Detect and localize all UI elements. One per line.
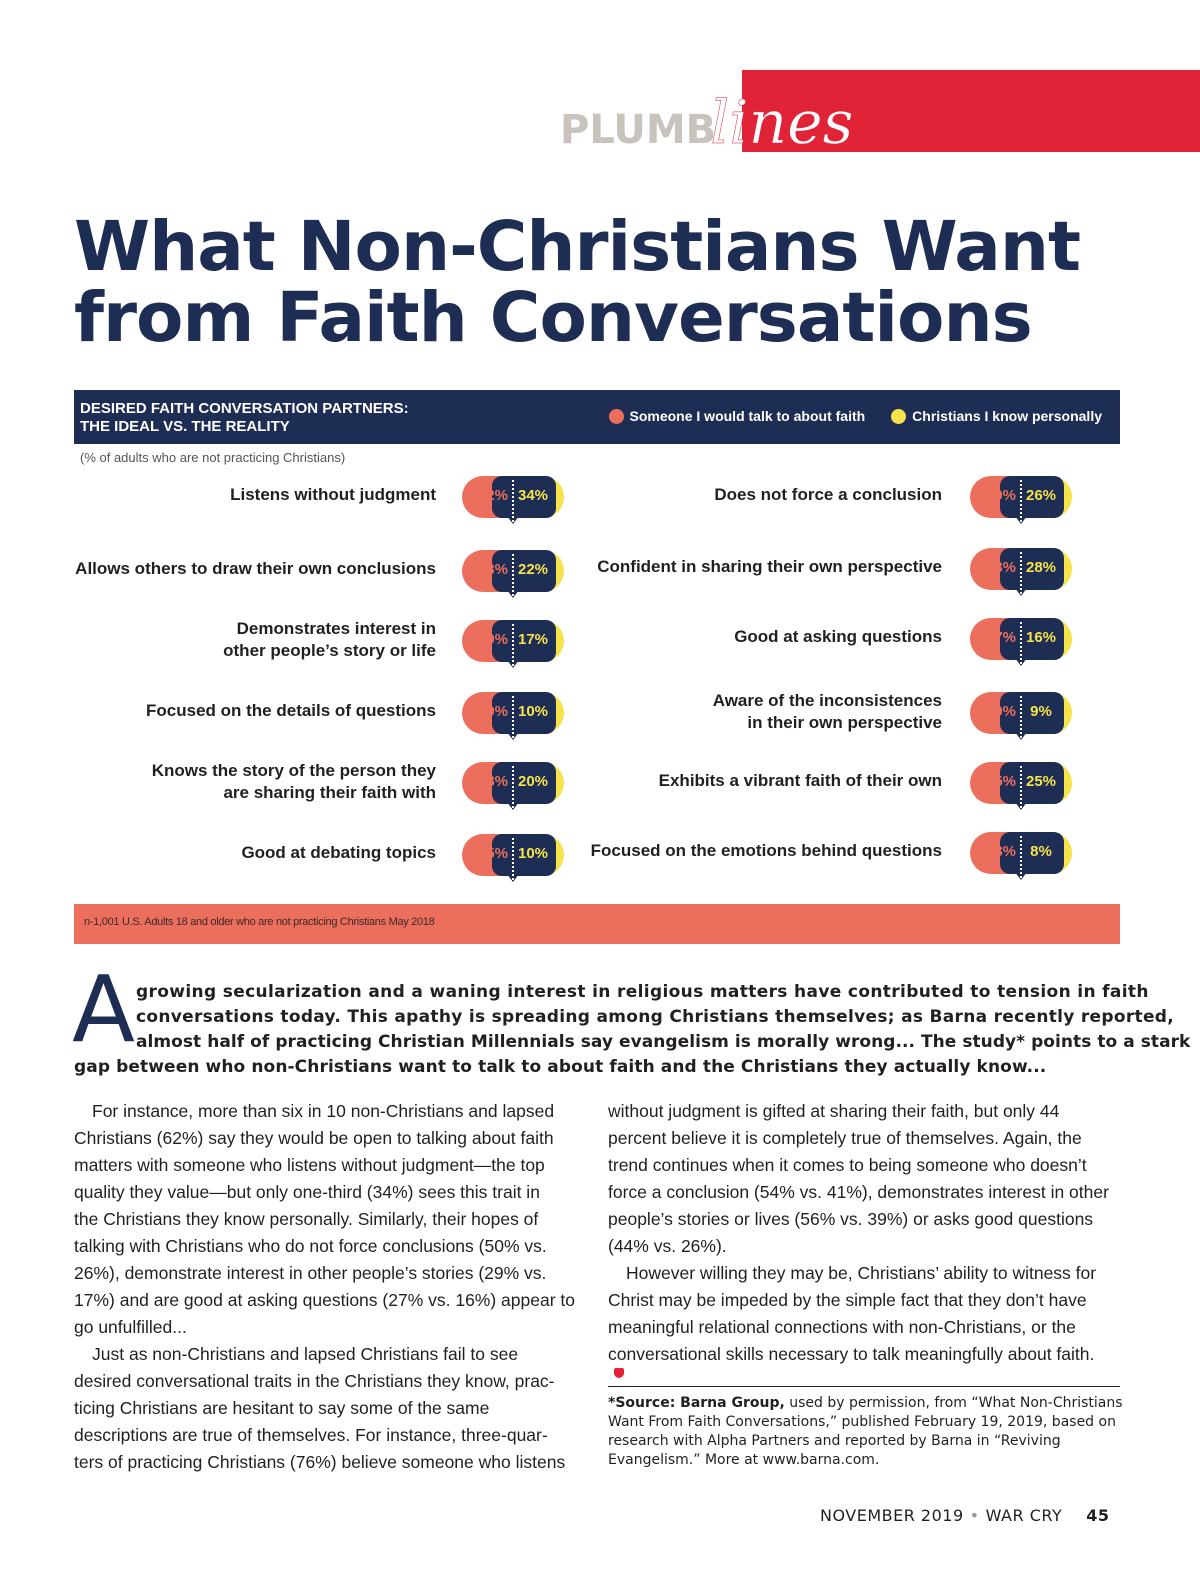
reality-value-label: 26%	[1025, 487, 1057, 504]
body-column-2	[608, 1098, 1109, 1378]
comparison-pill	[970, 548, 1072, 590]
row-label-line: Good at debating topics	[241, 843, 436, 862]
body-text-line: Just as non-Christians and lapsed Christians fail to see	[92, 1344, 519, 1364]
chart-row-label	[734, 626, 942, 648]
row-label-line: Demonstrates interest in	[236, 619, 436, 638]
row-label-line: Allows others to draw their own conclusions	[75, 559, 436, 578]
row-label-line: are sharing their faith with	[223, 783, 436, 802]
page-number: 45	[1086, 1506, 1110, 1525]
body-text-line: without judgment is gifted at sharing their faith, but only 44	[608, 1101, 1060, 1121]
ideal-value-label: 15%	[985, 773, 1017, 790]
body-text-line: the Christians they know personally. Similarly, their hopes of	[74, 1209, 539, 1229]
row-label-line: other people’s story or life	[223, 641, 436, 660]
title-line-1: What Non-Christians Want	[74, 207, 1080, 287]
chart-source-bar	[74, 904, 1120, 944]
chart-row-label	[75, 558, 436, 580]
comparison-pill	[462, 476, 564, 518]
intro-line-1: growing secularization and a waning interest in religious matters have contributed to tension in faith	[136, 982, 1149, 1002]
chart-legend	[583, 408, 1103, 424]
row-label-line: Good at asking questions	[734, 627, 942, 646]
footer-separator: •	[969, 1506, 980, 1525]
ideal-value-label: 29%	[477, 631, 509, 648]
reality-value-label: 20%	[517, 773, 549, 790]
page-footer	[820, 1506, 1110, 1525]
chart-row-label	[223, 618, 436, 662]
source-line-4: Evangelism.” More at www.barna.com.	[608, 1452, 880, 1468]
comparison-pill	[462, 762, 564, 804]
chart-row-label	[241, 842, 436, 864]
source-bold: *Source: Barna Group,	[608, 1395, 785, 1411]
body-text-line-last	[608, 1341, 1109, 1378]
source-note	[608, 1394, 1128, 1470]
chart-source-text: n-1,001 U.S. Adults 18 and older who are not practicing Christians May 2018	[84, 916, 435, 928]
source-line-2: Want From Faith Conversations,” published February 19, 2019, based on	[608, 1414, 1116, 1430]
chart-title	[80, 400, 409, 436]
comparison-pill	[970, 692, 1072, 734]
row-label-line: Focused on the details of questions	[146, 701, 436, 720]
row-label-line: in their own perspective	[747, 713, 942, 732]
comparison-pill	[462, 834, 564, 876]
drop-cap: A	[72, 956, 135, 1063]
ideal-value-label: 27%	[985, 629, 1017, 646]
row-label-line: Listens without judgment	[230, 485, 436, 504]
body-text-line: ters of practicing Christians (76%) believe someone who listens	[74, 1452, 566, 1472]
chart-row-label	[146, 700, 436, 722]
chart-row-label	[591, 840, 942, 862]
legend-item-reality	[891, 408, 1102, 424]
legend-label-ideal: Someone I would talk to about faith	[629, 408, 866, 424]
chart-row-label	[152, 760, 436, 804]
intro-line-3: almost half of practicing Christian Millennials say evangelism is morally wrong... The study* points to a stark	[136, 1032, 1191, 1052]
comparison-pill	[970, 476, 1072, 518]
ideal-value-label: 20%	[985, 703, 1017, 720]
chart-row-label	[659, 770, 942, 792]
comparison-pill	[970, 832, 1072, 874]
body-text-line: desired conversational traits in the Christians they know, prac-	[74, 1371, 555, 1391]
chart-row-label	[713, 690, 942, 734]
ideal-value-label: 18%	[477, 773, 509, 790]
legend-item-ideal	[609, 408, 866, 424]
logo-lines: lines	[710, 88, 854, 158]
body-text-line: quality they value—but only one-third (34%) sees this trait in	[74, 1182, 540, 1202]
comparison-pill	[970, 618, 1072, 660]
ideal-value-label: 20%	[477, 703, 509, 720]
reality-value-label: 17%	[517, 631, 549, 648]
body-text-line: descriptions are true of themselves. For instance, three-quar-	[74, 1425, 548, 1445]
comparison-pill	[970, 762, 1072, 804]
body-text-line: 17%) and are good at asking questions (27% vs. 16%) appear to	[74, 1290, 576, 1310]
legend-dot-coral	[609, 409, 624, 424]
reality-value-label: 28%	[1025, 559, 1057, 576]
chart-header	[74, 390, 1120, 444]
body-text-line: meaningful relational connections with non-Christians, or the	[608, 1317, 1076, 1337]
reality-value-label: 16%	[1025, 629, 1057, 646]
footer-date: NOVEMBER 2019	[820, 1506, 964, 1525]
ideal-value-label: 43%	[477, 561, 509, 578]
chart-subnote: (% of adults who are not practicing Christians)	[80, 450, 346, 465]
reality-value-label: 25%	[1025, 773, 1057, 790]
reality-value-label: 10%	[517, 703, 549, 720]
ideal-value-label: 13%	[985, 843, 1017, 860]
article-title	[74, 207, 1134, 358]
intro-line-4: gap between who non-Christians want to talk to about faith and the Christians they actually know...	[74, 1057, 1047, 1077]
body-text-line: matters with someone who listens without judgment—the top	[74, 1155, 545, 1175]
row-label-line: Focused on the emotions behind questions	[590, 841, 942, 860]
row-label-line: Exhibits a vibrant faith of their own	[658, 771, 942, 790]
body-text-line: talking with Christians who do not force conclusions (50% vs.	[74, 1236, 547, 1256]
body-text-line: (44% vs. 26%).	[608, 1236, 727, 1256]
ideal-value-label: 33%	[985, 559, 1017, 576]
logo-plumb: PLUMB	[560, 107, 717, 153]
legend-label-reality: Christians I know personally	[912, 408, 1102, 424]
ideal-value-label: 62%	[477, 487, 509, 504]
end-mark-icon	[614, 1368, 624, 1378]
legend-dot-yellow	[891, 409, 906, 424]
comparison-pill	[462, 692, 564, 734]
title-line-2: from Faith Conversations	[74, 278, 1032, 358]
row-label-line: Confident in sharing their own perspective	[597, 557, 942, 576]
body-column-1	[74, 1098, 575, 1476]
body-text-line: Christ may be impeded by the simple fact that they don’t have	[608, 1290, 1087, 1310]
reality-value-label: 10%	[517, 845, 549, 862]
source-line-1	[608, 1394, 1128, 1413]
reality-value-label: 22%	[517, 561, 549, 578]
row-label-line: Knows the story of the person they	[151, 761, 436, 780]
body-text-line: However willing they may be, Christians’ ability to witness for	[626, 1263, 1097, 1283]
chart-title-line-1: DESIRED FAITH CONVERSATION PARTNERS:	[80, 400, 409, 417]
ideal-value-label: 50%	[985, 487, 1017, 504]
reality-value-label: 9%	[1030, 703, 1052, 720]
body-text-line: percent believe it is completely true of themselves. Again, the	[608, 1128, 1082, 1148]
body-text-line: Christians (62%) say they would be open to talking about faith	[74, 1128, 554, 1148]
reality-value-label: 8%	[1030, 843, 1052, 860]
chart-title-line-2: THE IDEAL VS. THE REALITY	[80, 418, 290, 435]
body-text-line: trend continues when it comes to being someone who doesn’t	[608, 1155, 1087, 1175]
comparison-pill	[462, 550, 564, 592]
ideal-value-label: 15%	[477, 845, 509, 862]
footer-publication: WAR CRY	[985, 1506, 1063, 1525]
body-text-end: conversational skills necessary to talk meaningfully about faith.	[608, 1344, 1095, 1364]
row-label-line: Does not force a conclusion	[714, 485, 942, 504]
chart-row-label	[230, 484, 436, 506]
body-text-line: 26%), demonstrate interest in other people’s stories (29% vs.	[74, 1263, 547, 1283]
chart-row-label	[714, 484, 942, 506]
comparison-pill	[462, 620, 564, 662]
body-text-line: ticing Christians are hesitant to say some of the same	[74, 1398, 490, 1418]
section-logo	[560, 88, 853, 158]
row-label-line: Aware of the inconsistences	[712, 691, 942, 710]
source-line-3: research with Alpha Partners and reported by Barna in “Reviving	[608, 1433, 1061, 1449]
source-divider	[608, 1386, 1120, 1387]
body-text-line: people’s stories or lives (56% vs. 39%) or asks good questions	[608, 1209, 1094, 1229]
body-text-line: force a conclusion (54% vs. 41%), demonstrates interest in other	[608, 1182, 1109, 1202]
intro-line-2: conversations today. This apathy is spreading among Christians themselves; as Barna recently reported,	[136, 1007, 1175, 1027]
chart-row-label	[597, 556, 942, 578]
body-text-line: go unfulfilled...	[74, 1317, 187, 1337]
source-line-1-rest: used by permission, from “What Non-Christians	[784, 1395, 1123, 1411]
reality-value-label: 34%	[517, 487, 549, 504]
body-text-line: For instance, more than six in 10 non-Christians and lapsed	[92, 1101, 555, 1121]
